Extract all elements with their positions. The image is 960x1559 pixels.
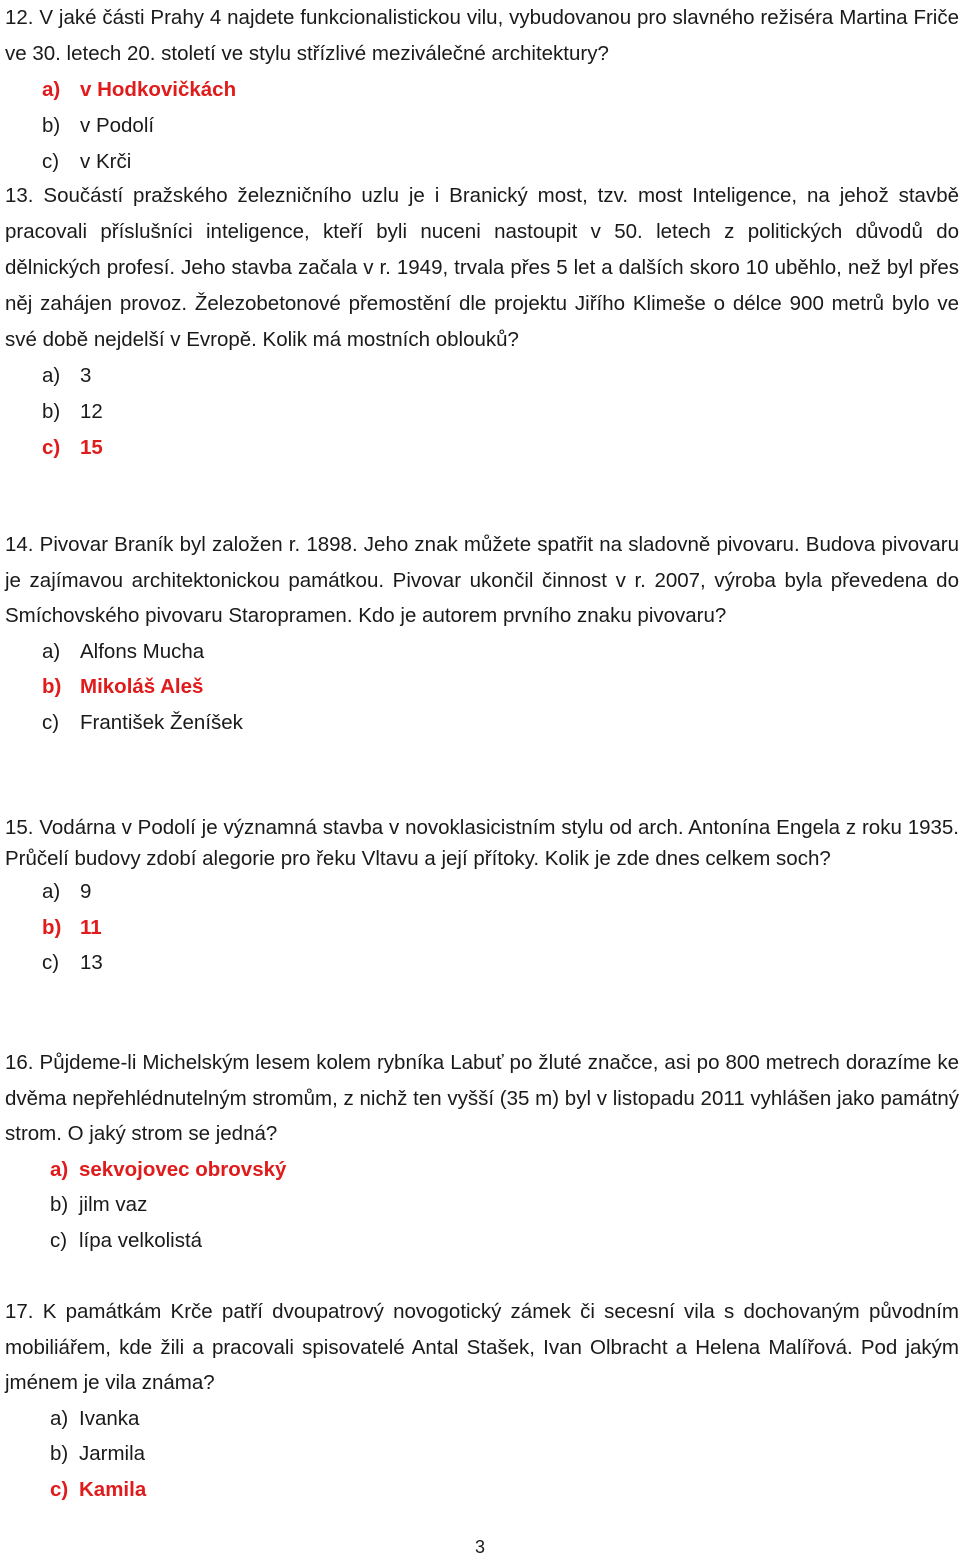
question-15-option-a — [42, 874, 959, 910]
option-text: Mikoláš Aleš — [80, 675, 204, 698]
question-16-option-a — [50, 1152, 959, 1188]
option-text: Kamila — [79, 1477, 147, 1501]
option-text: lípa velkolistá — [79, 1228, 203, 1252]
option-label: b) — [42, 400, 61, 423]
option-label: b) — [50, 1442, 69, 1465]
option-label: b) — [42, 675, 62, 698]
option-text: 15 — [80, 436, 103, 459]
question-14 — [5, 527, 959, 740]
question-12-option-a — [42, 72, 959, 108]
question-14-option-b — [42, 669, 959, 705]
option-label: c) — [42, 436, 61, 459]
option-label: a) — [50, 1157, 69, 1181]
option-label: a) — [42, 880, 61, 903]
option-label: c) — [42, 710, 60, 734]
option-text: Alfons Mucha — [80, 639, 205, 663]
question-14-text: 14. Pivovar Braník byl založen r. 1898. Jeho znak můžete spatřit na sladovně pivovaru. Budova pivovaru je zajímavou architektonickou památkou. Pivovar ukončil činnost v r. 2007, výroba byla převedena do Smíchovského pivovaru Staropramen. Kdo je autorem prvního znaku pivovaru? — [5, 533, 959, 627]
option-text: Ivanka — [79, 1406, 140, 1430]
question-15-option-c — [42, 945, 959, 981]
option-text: jilm vaz — [79, 1193, 148, 1216]
question-13-options — [42, 358, 959, 466]
option-text: 3 — [80, 364, 92, 387]
option-text: v Krči — [80, 150, 132, 173]
option-label: a) — [42, 364, 61, 387]
option-text: František Ženíšek — [80, 710, 243, 734]
question-13 — [5, 178, 959, 466]
question-15-options — [42, 874, 959, 981]
question-14-options — [42, 634, 959, 741]
question-13-option-b — [42, 394, 959, 430]
option-text: sekvojovec obrovský — [79, 1157, 287, 1181]
question-17-text: 17. K památkám Krče patří dvoupatrový novogotický zámek či secesní vila s dochovaným původním mobiliářem, kde žili a pracovali spisovatelé Antal Stašek, Ivan Olbracht a Helena Malířová. Pod jakým jménem je vila známa? — [5, 1300, 959, 1394]
option-label: c) — [42, 150, 60, 173]
question-17-option-a — [50, 1401, 959, 1437]
question-17 — [5, 1294, 959, 1507]
option-label: b) — [42, 915, 62, 939]
option-text: 11 — [80, 915, 102, 939]
option-label: a) — [50, 1406, 69, 1430]
question-17-options — [50, 1401, 959, 1508]
question-15 — [5, 812, 959, 981]
option-label: c) — [50, 1477, 69, 1501]
question-16-options — [50, 1152, 959, 1259]
option-text: v Hodkovičkách — [80, 78, 237, 101]
question-13-text: 13. Součástí pražského železničního uzlu je i Branický most, tzv. most Inteligence, na jehož stavbě pracovali příslušníci inteligence, kteří byli nuceni nastoupit v 50. letech z politických důvodů do dělnických profesí. Jeho stavba začala v r. 1949, trvala přes 5 let a dalších skoro 10 uběhlo, než byl přes něj zahájen provoz. Železobetonové přemostění dle projektu Jiřího Klimeše o délce 900 metrů bylo ve své době nejdelší v Evropě. Kolik má mostních oblouků? — [5, 184, 959, 351]
question-16-option-b — [50, 1187, 959, 1223]
question-15-text: 15. Vodárna v Podolí je významná stavba v novoklasicistním stylu od arch. Antonína Engela z roku 1935. Průčelí budovy zdobí alegorie pro řeku Vltavu a její přítoky. Kolik je zde dnes celkem soch? — [5, 816, 959, 870]
question-17-option-c — [50, 1472, 959, 1508]
question-16-text: 16. Půjdeme-li Michelským lesem kolem rybníka Labuť po žluté značce, asi po 800 metrech dorazíme ke dvěma nepřehlédnutelným stromům, z nichž ten vyšší (35 m) byl v listopadu 2011 vyhlášen jako památný strom. O jaký strom se jedná? — [5, 1051, 959, 1145]
question-12 — [5, 0, 959, 180]
question-17-option-b — [50, 1436, 959, 1472]
option-text: 9 — [80, 880, 92, 903]
question-14-option-a — [42, 634, 959, 670]
option-label: b) — [42, 114, 61, 137]
question-12-option-b — [42, 108, 959, 144]
question-12-text: 12. V jaké části Prahy 4 najdete funkcionalistickou vilu, vybudovanou pro slavného režiséra Martina Friče ve 30. letech 20. století ve stylu střízlivé meziválečné architektury? — [5, 6, 959, 65]
question-13-option-a — [42, 358, 959, 394]
option-label: b) — [50, 1193, 69, 1216]
option-text: 13 — [80, 951, 103, 974]
question-13-option-c — [42, 430, 959, 466]
question-16 — [5, 1045, 959, 1258]
option-text: v Podolí — [80, 114, 155, 137]
option-label: c) — [42, 951, 60, 974]
question-12-option-c — [42, 144, 959, 180]
question-14-option-c — [42, 705, 959, 741]
option-label: a) — [42, 78, 61, 101]
question-12-options — [42, 72, 959, 180]
question-15-option-b — [42, 910, 959, 946]
option-label: c) — [50, 1228, 68, 1252]
option-text: 12 — [80, 400, 103, 423]
page-number: 3 — [474, 1537, 485, 1557]
option-label: a) — [42, 639, 61, 663]
question-16-option-c — [50, 1223, 959, 1259]
option-text: Jarmila — [79, 1442, 146, 1465]
